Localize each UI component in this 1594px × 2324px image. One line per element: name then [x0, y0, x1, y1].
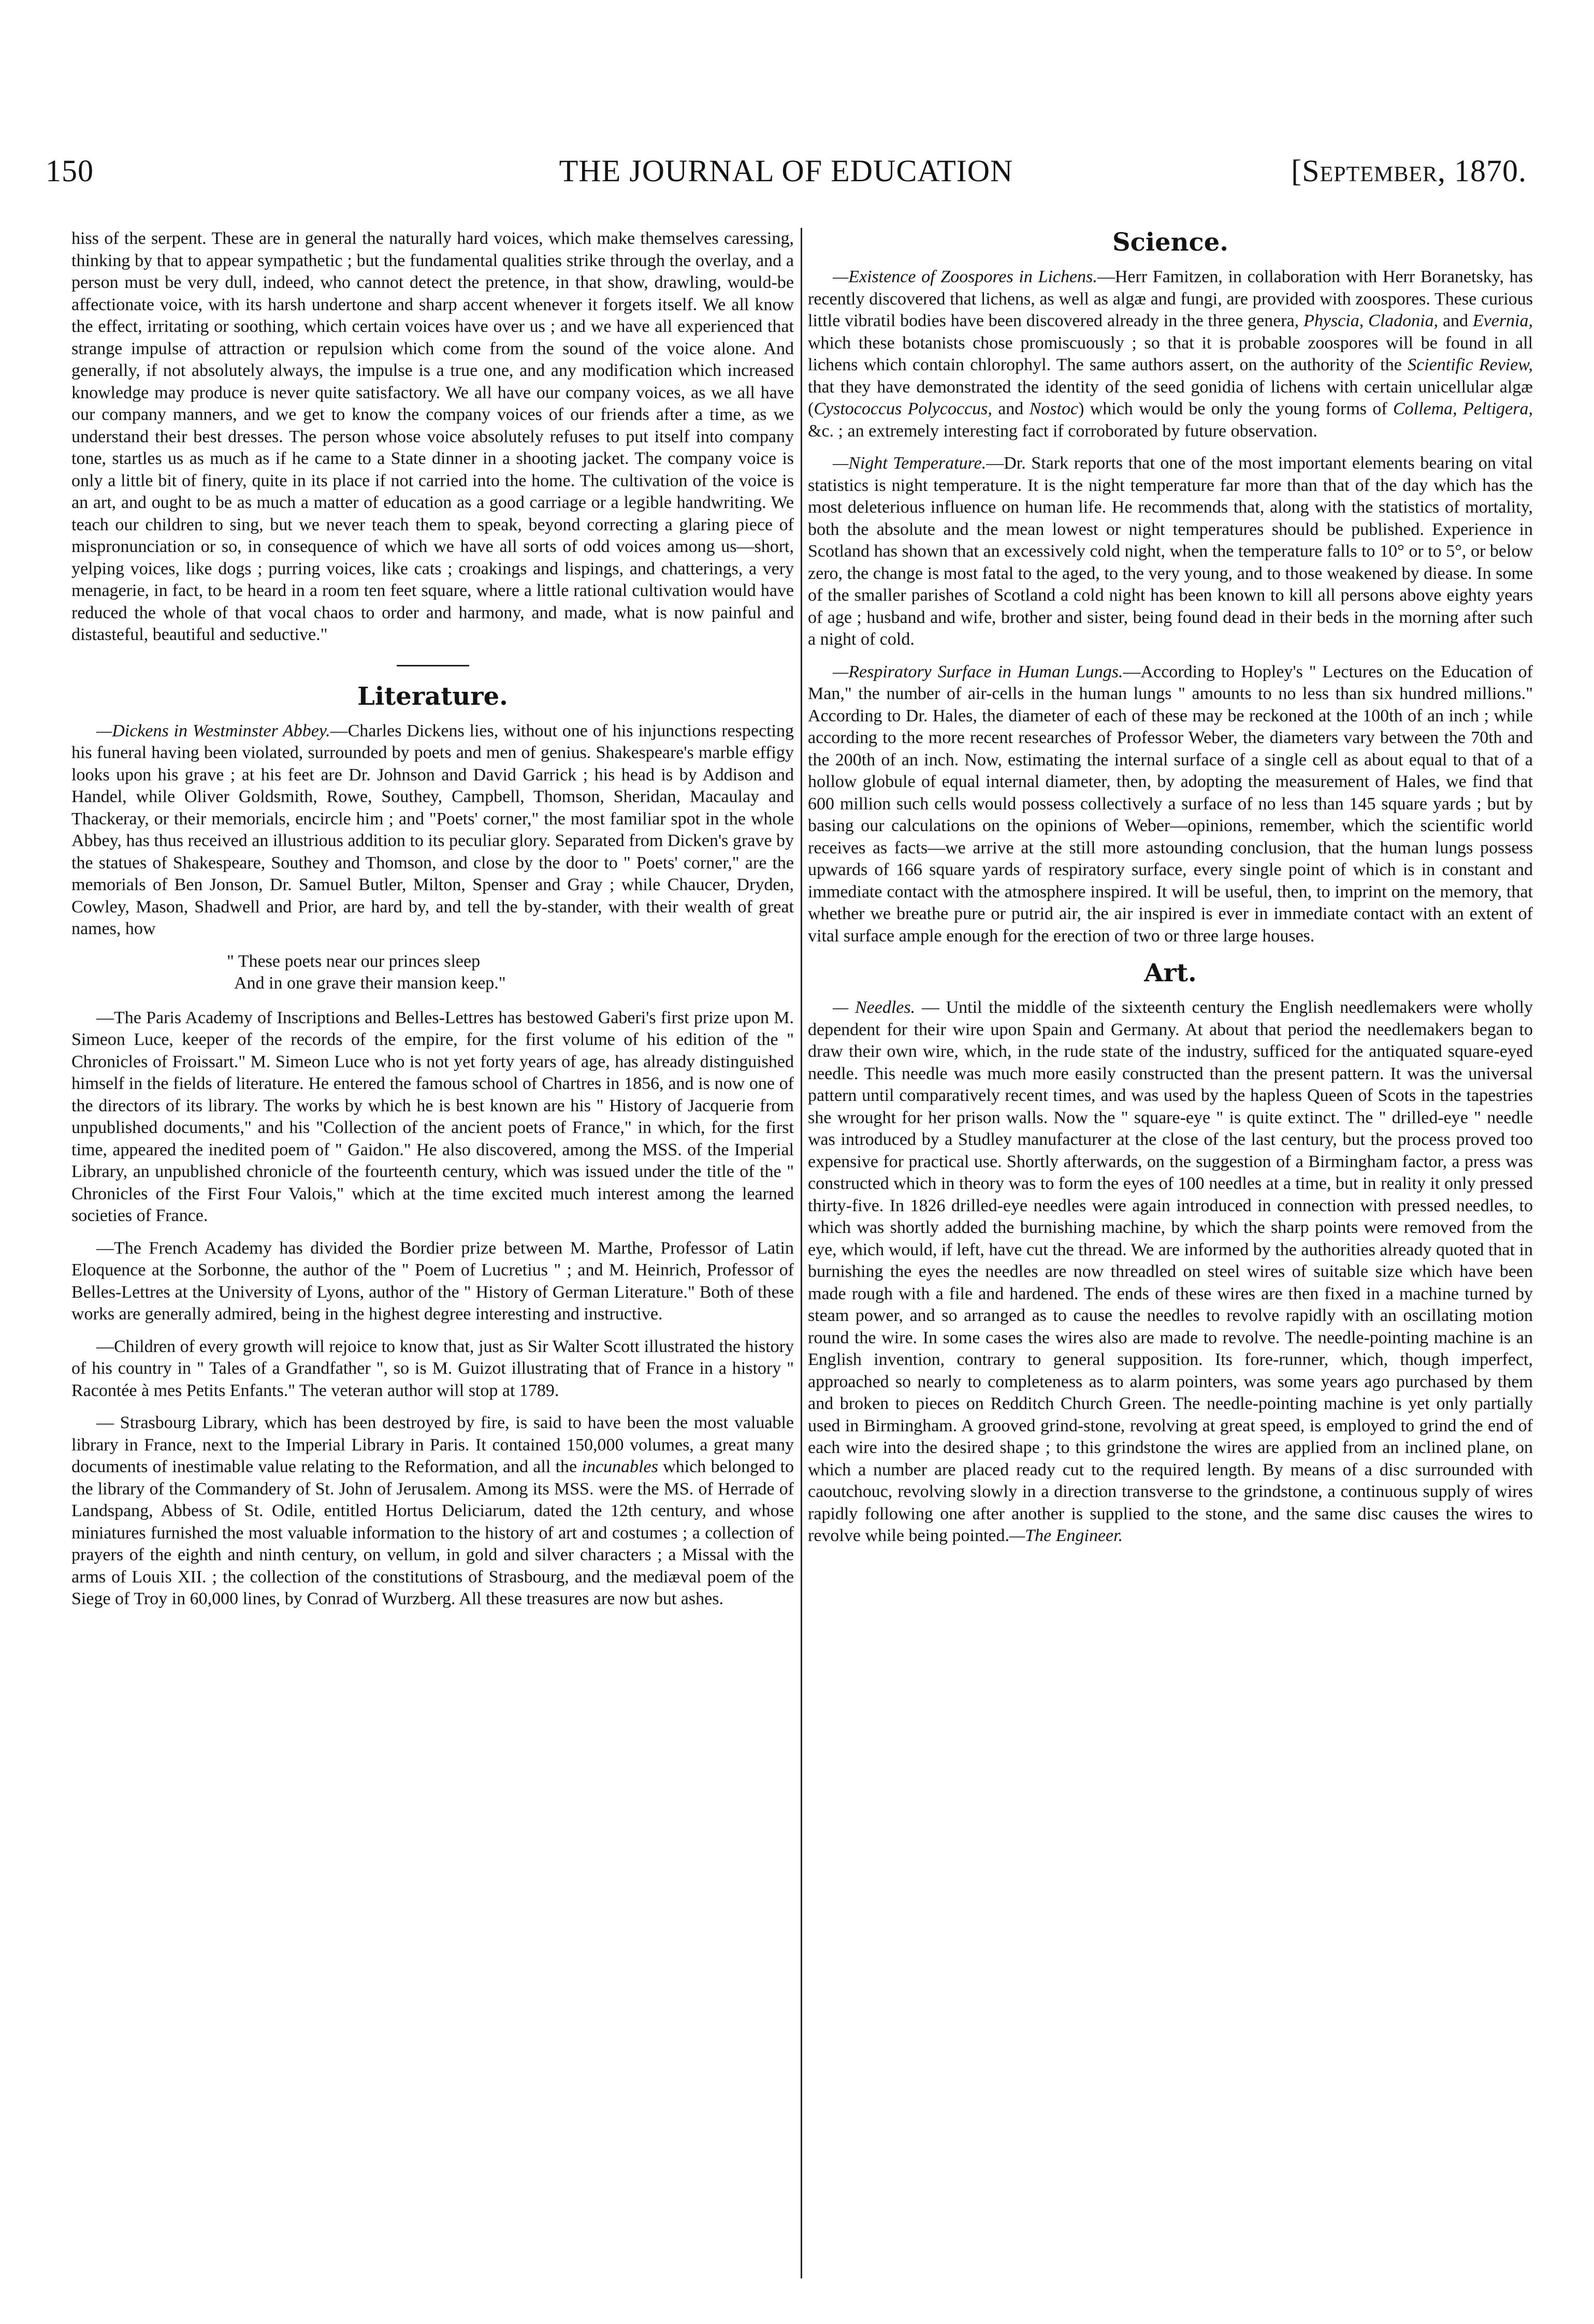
- issue-date: [September, 1870.: [1291, 154, 1527, 188]
- genus-name: Nostoc: [1029, 399, 1079, 418]
- section-rule: [397, 665, 469, 666]
- children-paragraph: —Children of every growth will rejoice to know that, just as Sir Walter Scott illustrated the history of his country in " Tales of a Grandfather ", so is M. Guizot illustrating that of France in a history " Racontée à mes Petits Enfants." The veteran author will stop at 1789.: [71, 1337, 794, 1400]
- art-heading: Art.: [1144, 958, 1197, 987]
- literature-heading: Literature.: [357, 681, 508, 711]
- left-column: [71, 228, 794, 2294]
- journal-title: THE JOURNAL OF EDUCATION: [559, 154, 1013, 188]
- respiratory-paragraph: [808, 661, 1533, 948]
- needles-text: — Until the middle of the sixteenth century the English needlemakers were wholly dependent for their wire upon Spain and Germany. At about that period the needlemakers began to draw their own wire, which, in the rude state of the industry, sufficed for the antiquated square-eyed needle. This needle was much more easily constructed than the present pattern. It was the universal pattern until comparatively recent times, and was used by the hapless Queen of Scots in the tapestries she wrought for her prison walls. Now the " square-eye " is quite extinct. The " drilled-eye " needle was introduced by a Studley manufacturer at the close of the last century, but the process proved too expensive for practical use. Shortly afterwards, on the suggestion of a Birmingham factor, a press was constructed which in theory was to form the eyes of 100 needles at a time, but in reality it only pressed thirty-five. In 1826 drilled-eye needles were again introduced in connection with pressed needles, to which was shortly added the burnishing machine, by which the sharp points were removed from the eye, which would, if left, have cut the thread. We are informed by the authorities already quoted that in burnishing the eyes the needles are now threadled on steel wires of suitable size which have been made rough with a file and hardened. The ends of these wires are then fixed in a machine turned by steam power, and so arranged as to cause the needles to revolve rapidly with an oscillating motion round the wire. In some cases the wires also are made to revolve. The needle-pointing machine is an English invention, contrary to general supposition. Its fore-runner, which, though imperfect, approached so nearly to completeness as to alarm pointers, was some years ago purchased by them and broken to pieces on Redditch Church Green. The needle-pointing machine is yet only partially used in Birmingham. A grooved grind-stone, revolving at great speed, is employed to grind the end of each wire into the desired shape ; to this grindstone the wires are applied from an inclined plane, on which a number are placed ready cut to the required length. By means of a disc surrounded with caoutchouc, revolving slowly in a direction transverse to the grindstone, a continuous supply of wires rapidly following one after another is supplied to the stone, and the same disc causes the wires to revolve while being pointed.: [808, 998, 1533, 1545]
- page-number: 150: [46, 154, 94, 188]
- needles-title: — Needles.: [833, 998, 916, 1017]
- dickens-paragraph: [71, 720, 794, 940]
- zoospores-text: &c. ; an extremely interesting fact if corroborated by future observation.: [808, 421, 1317, 441]
- running-head: [46, 153, 1527, 201]
- respiratory-text: —According to Hopley's " Lectures on the Education of Man," the number of air-cells in the human lungs " amounts to no less than six hundred millions." According to Dr. Hales, the diameter of each of these may be reckoned at the 100th of an inch ; while according to the more recent researches of Professor Weber, the diameters vary between the 70th and the 200th of an inch. Now, estimating the internal surface of a single cell as about equal to that of a hollow globule of equal internal diameter, then, by adopting the measurement of Hales, we find that 600 million such cells would possess collectively a surface of no less than 145 square yards ; but by basing our calculations on the opinions of Weber—opinions, remember, which the scientific world receives as facts—we arrive at the still more astounding conclusion, that the human lungs possess upwards of 166 square yards of respiratory surface, every single point of which is in constant and immediate contact with the atmosphere inspired. It will be useful, then, to imprint on the memory, that whether we breathe pure or putrid air, the air inspired is ever in immediate contact with an extent of vital surface ample enough for the erection of two or three large houses.: [808, 662, 1533, 946]
- right-column: [808, 228, 1533, 2294]
- genus-name: Evernia,: [1472, 311, 1533, 330]
- strasbourg-paragraph: [71, 1412, 794, 1610]
- night-temperature-text: —Dr. Stark reports that one of the most important elements bearing on vital statistics is night temperature. It is the night temperature far more than that of the day which has the most deleterious influence on human life. He recommends that, along with the statistics of mortality, both the absolute and the mean lowest or night temperatures should be published. Experience in Scotland has shown that an excessively cold night, when the temperature falls to 10° or to 5°, or below zero, the change is most fatal to the aged, to the very young, and to those weakened by diease. In some of the smaller parishes of Scotland a cold night has been known to kill all persons above eighty years of age ; husband and wife, brother and sister, being found dead in their beds in the morning after such a night of cold.: [808, 454, 1533, 649]
- conjunction: and: [992, 399, 1030, 418]
- french-academy-paragraph: —The French Academy has divided the Bordier prize between M. Marthe, Professor of Latin Eloquence at the Sorbonne, the author of the " Poem of Lucretius " ; and M. Heinrich, Professor of Belles-Lettres at the University of Lyons, author of the " History of German Literature." Both of these works are generally admired, being in the highest degree interesting and instructive.: [71, 1238, 794, 1324]
- strasbourg-text-continued: which belonged to the library of the Commandery of St. John of Jerusalem. Among its MSS. were the MS. of Herrade of Landspang, Abbess of St. Odile, entitled Hortus Deliciarum, dated the 12th century, and whose miniatures furnished the most valuable information to the history of art and costumes ; a collection of prayers of the eighth and ninth century, on vellum, in gold and silver characters ; a Missal with the arms of Louis XII. ; the collection of the constitutions of Strasbourg, and the mediæval poem of the Siege of Troy in 60,000 lines, by Conrad of Wurzberg. All these treasures are now but ashes.: [71, 1457, 794, 1608]
- species-names: Cystococcus Polycoccus,: [814, 399, 992, 418]
- zoospores-text: —Herr Famitzen, in collaboration with Herr Boranetsky, has recently discovered that lichens, as well as algæ and fungi, are provided with zoospores. These curious little vibratil bodies have been discovered already in the three genera,: [808, 267, 1533, 330]
- strasbourg-text: — Strasbourg Library, which has been destroyed by fire, is said to have been the most valuable library in France, next to the Imperial Library in Paris. It contained 150,000 volumes, a great many documents of inestimable value relating to the Reformation, and all the: [71, 1413, 794, 1476]
- verse-line: And in one grave their mansion keep.": [234, 974, 506, 993]
- night-temperature-title: —Night Temperature.: [833, 454, 987, 473]
- paris-academy-paragraph: —The Paris Academy of Inscriptions and Belles-Lettres has bestowed Gaberi's first prize upon M. Simeon Luce, keeper of the records of the empire, for the first volume of his edition of the " Chronicles of Froissart." M. Simeon Luce who is not yet forty years of age, has already distinguished himself in the fields of literature. He entered the famous school of Chartres in 1856, and is now one of the directors of its library. The works by which he is best known are his " History of Jacquerie from unpublished documents," and his "Collection of the ancient poets of France," in which, for the first time, appeared the inedited poem of " Gaidon." He also discovered, among the MSS. of the Imperial Library, an unpublished chronicle of the fourteenth century, which was issued under the title of the " Chronicles of the First Four Valois," which at the time excited much interest among the learned societies of France.: [71, 1008, 794, 1225]
- zoospores-paragraph: [808, 266, 1533, 442]
- zoospores-text: that they have demonstrated the identity of the seed gonidia of lichens with certain unicellular algæ (: [808, 377, 1533, 418]
- zoospores-text: ) which would be only the young forms of: [1078, 399, 1393, 418]
- voice-article-continuation: hiss of the serpent. These are in general the naturally hard voices, which make themselves caressing, thinking by that to appear sympathetic ; but the fundamental qualities strike through the overlay, and a person must be very dull, indeed, who cannot detect the pretence, in that show, drawling, would-be affectionate voice, with its harsh undertone and sharp accent whenever it forgets itself. We all know the effect, irritating or soothing, which certain voices have over us ; and we have all experienced that strange impulse of attraction or repulsion which come from the sound of the voice alone. And generally, if not absolutely always, the impulse is a true one, and any modification which increased knowledge may produce is never quite satisfactory. We all have our company voices, as we all have our company manners, and we get to know the company voices of our friends after a time, as we understand their best dresses. The person whose voice absolutely refuses to put itself into company tone, startles us as much as if he came to a State dinner in a shooting jacket. The company voice is only a little bit of finery, quite in its place if not carried into the home. The cultivation of the voice is an art, and ought to be as much a matter of education as a good carriage or a legible handwriting. We teach our children to sing, but we never teach them to speak, beyond correcting a glaring piece of mispronunciation or so, in consequence of which we have all sorts of odd voices among us—short, yelping voices, like dogs ; purring voices, like cats ; croakings and lispings, and chatterings, a very menagerie, in fact, to be heard in a room ten feet square, where a little rational cultivation would have reduced the whole of that vocal chaos to order and harmony, and made, what is now painful and distasteful, beautiful and seductive.": [71, 229, 794, 644]
- needles-source: —The Engineer.: [1009, 1526, 1123, 1545]
- science-heading: Science.: [1112, 228, 1229, 257]
- needles-paragraph: [808, 997, 1533, 1547]
- respiratory-title: —Respiratory Surface in Human Lungs.: [833, 662, 1123, 681]
- conjunction: and: [1438, 311, 1473, 330]
- verse-quote: [227, 951, 794, 995]
- dickens-title: —Dickens in Westminster Abbey.: [96, 721, 330, 740]
- genus-names: Physcia, Cladonia,: [1303, 311, 1439, 330]
- verse-line: " These poets near our princes sleep: [227, 951, 481, 971]
- column-divider: [801, 228, 802, 2278]
- incunables-term: incunables: [582, 1457, 658, 1476]
- genus-names: Collema, Peltigera,: [1393, 399, 1533, 418]
- zoospores-text: which these botanists chose promiscuously ; so that it is probable zoospores will be found in all lichens which contain chlorophyl. The same authors assert, on the authority of the: [808, 333, 1533, 374]
- night-temperature-paragraph: [808, 453, 1533, 651]
- journal-name: Scientific Review,: [1408, 355, 1533, 374]
- zoospores-title: —Existence of Zoospores in Lichens.: [833, 267, 1097, 286]
- dickens-text: —Charles Dickens lies, without one of his injunctions respecting his funeral having been violated, surrounded by poets and men of genius. Shakespeare's marble effigy looks upon his grave ; at his feet are Dr. Johnson and David Garrick ; his head is by Addison and Handel, while Oliver Goldsmith, Rowe, Southey, Campbell, Thomson, Sheridan, Macaulay and Thackeray, or their memorials, encircle him ; and "Poets' corner," the most familiar spot in the whole Abbey, has thus received an illustrious addition to its peculiar glory. Separated from Dicken's grave by the statues of Shakespeare, Southey and Thomson, and close by the door to " Poets' corner," are the memorials of Ben Jonson, Dr. Samuel Butler, Milton, Spenser and Gray ; while Chaucer, Dryden, Cowley, Mason, Shadwell and Prior, are hard by, and tell the by-stander, with their wealth of great names, how: [71, 721, 794, 938]
